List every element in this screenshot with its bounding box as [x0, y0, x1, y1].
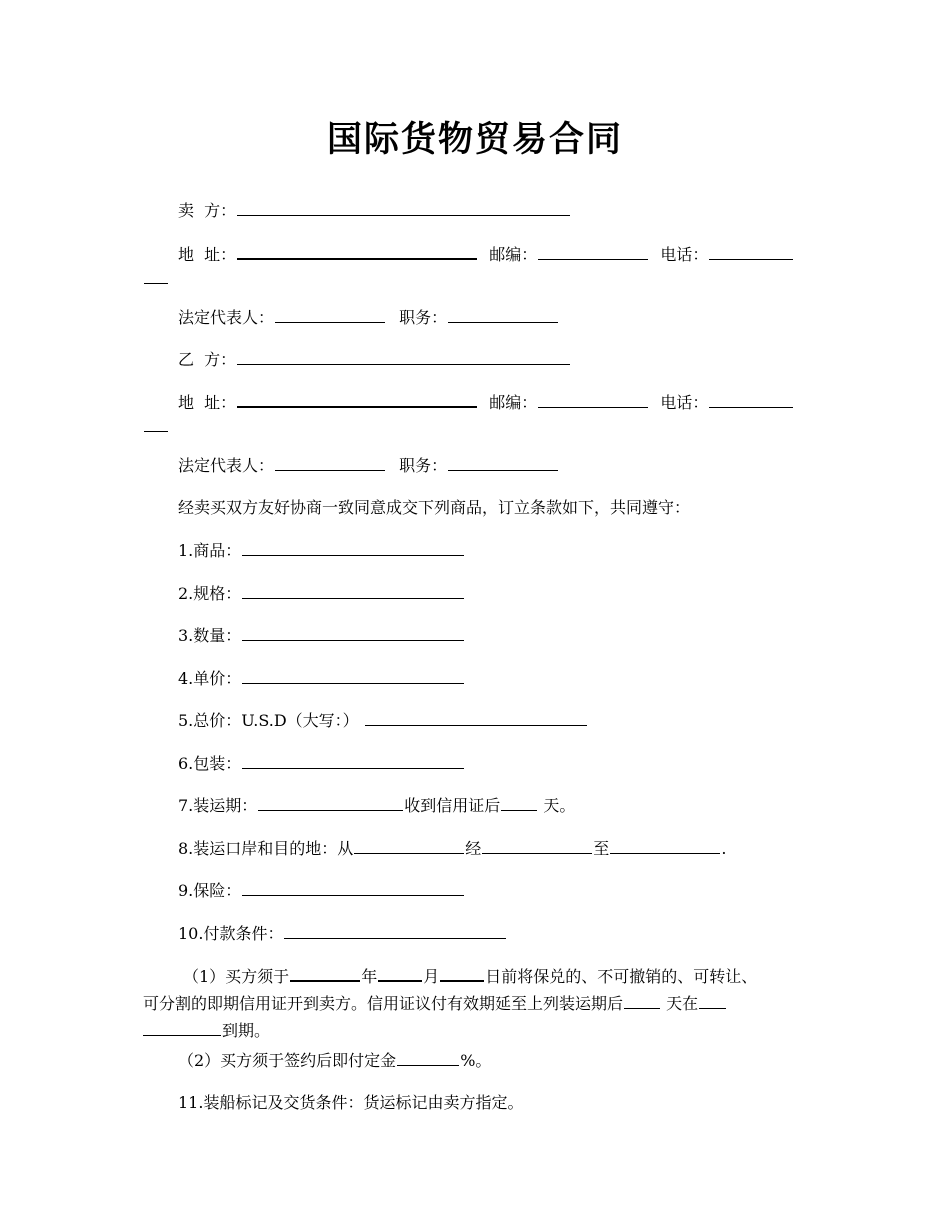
seller-position-label: 职务：: [399, 308, 448, 327]
seller-rep-label: 法定代表人：: [178, 308, 275, 327]
item-insurance-label: 9.保险：: [178, 881, 242, 900]
port-via-text: 经: [465, 839, 482, 858]
seller-rep-row: [178, 307, 559, 328]
packing-field[interactable]: [242, 753, 464, 769]
seller-row: [178, 200, 571, 221]
item-shipment: [178, 795, 575, 816]
clause2-suffix: %。: [460, 1051, 492, 1070]
clause1-year-text: 年: [361, 967, 378, 986]
item-goods-label: 1.商品：: [178, 541, 242, 560]
item-payment-label: 10.付款条件：: [178, 924, 284, 943]
lc-place-field-cont[interactable]: [143, 1020, 221, 1036]
port-via-field[interactable]: [482, 838, 592, 854]
buyer-postcode-field[interactable]: [538, 392, 648, 408]
buyer-position-field[interactable]: [448, 455, 558, 471]
buyer-rep-field[interactable]: [275, 455, 385, 471]
port-from-field[interactable]: [354, 838, 464, 854]
port-end-text: .: [721, 839, 727, 858]
seller-phone-field[interactable]: [709, 244, 793, 260]
seller-address-label: 地 址：: [178, 245, 237, 264]
seller-postcode-label: 邮编：: [489, 245, 538, 264]
seller-phone-field-cont[interactable]: [144, 268, 168, 284]
item-unit-price-label: 4.单价：: [178, 669, 242, 688]
clause-1: [143, 963, 813, 1044]
buyer-phone-field[interactable]: [709, 392, 793, 408]
page-title: 国际货物贸易合同: [326, 120, 623, 160]
clause1-prefix: （1）买方须于: [183, 967, 290, 986]
buyer-row: [178, 349, 571, 370]
buyer-label: 乙 方：: [178, 350, 237, 369]
shipment-suffix-text: 天。: [543, 796, 576, 815]
buyer-rep-row: [178, 455, 559, 476]
item-payment: [178, 923, 507, 944]
clause1-line3-end: 到期。: [222, 1021, 271, 1040]
lc-place-field[interactable]: [699, 993, 726, 1009]
item-spec: [178, 583, 465, 604]
item-total-price-label: 5.总价：U.S.D（大写：）: [178, 711, 359, 730]
insurance-field[interactable]: [242, 880, 464, 896]
port-to-text: 至: [593, 839, 610, 858]
item-port-label: 8.装运口岸和目的地：从: [178, 839, 354, 858]
item-packing-label: 6.包装：: [178, 754, 242, 773]
shipment-mid-text: 收到信用证后: [404, 796, 501, 815]
buyer-name-field[interactable]: [237, 349, 570, 365]
seller-rep-field[interactable]: [275, 307, 385, 323]
buyer-phone-field-cont[interactable]: [144, 416, 168, 432]
seller-phone-label: 电话：: [660, 245, 709, 264]
lc-days-field[interactable]: [624, 993, 660, 1009]
item-port: [178, 838, 726, 859]
clause1-line2-mid: 天在: [666, 994, 699, 1013]
seller-address-row: [178, 243, 794, 265]
clause1-line1-rest: 日前将保兑的、不可撤销的、可转让、: [485, 967, 758, 986]
seller-phone-continuation: [143, 268, 169, 289]
seller-label: 卖 方：: [178, 201, 237, 220]
item-goods: [178, 540, 465, 561]
quantity-field[interactable]: [242, 625, 464, 641]
buyer-postcode-label: 邮编：: [489, 393, 538, 412]
shipment-date-field[interactable]: [258, 795, 403, 811]
buyer-phone-continuation: [143, 416, 169, 437]
item-quantity: [178, 625, 465, 646]
lc-month-field[interactable]: [378, 965, 422, 982]
lc-day-field[interactable]: [440, 965, 484, 982]
lc-year-field[interactable]: [290, 965, 360, 982]
seller-position-field[interactable]: [448, 307, 558, 323]
seller-postcode-field[interactable]: [538, 244, 648, 260]
buyer-rep-label: 法定代表人：: [178, 456, 275, 475]
item-spec-label: 2.规格：: [178, 584, 242, 603]
seller-address-field[interactable]: [237, 243, 477, 260]
shipment-days-field[interactable]: [501, 795, 537, 811]
deposit-percent-field[interactable]: [397, 1050, 459, 1066]
clause1-line2: 可分割的即期信用证开到卖方。信用证议付有效期延至上列装运期后: [143, 994, 624, 1013]
payment-field[interactable]: [284, 923, 506, 939]
intro-text: 经卖买双方友好协商一致同意成交下列商品，订立条款如下，共同遵守：: [178, 498, 691, 517]
unit-price-field[interactable]: [242, 668, 464, 684]
total-price-field[interactable]: [365, 710, 587, 726]
buyer-address-label: 地 址：: [178, 393, 237, 412]
item-insurance: [178, 880, 465, 901]
buyer-address-row: [178, 391, 794, 413]
item-11: 11.装船标记及交货条件：货运标记由卖方指定。: [178, 1093, 524, 1112]
item-packing: [178, 753, 465, 774]
item-quantity-label: 3.数量：: [178, 626, 242, 645]
port-to-field[interactable]: [610, 838, 720, 854]
goods-field[interactable]: [242, 540, 464, 556]
item-total-price: [178, 710, 588, 731]
seller-name-field[interactable]: [237, 200, 570, 216]
spec-field[interactable]: [242, 583, 464, 599]
buyer-address-field[interactable]: [237, 391, 477, 408]
clause1-month-text: 月: [423, 967, 440, 986]
item-shipment-label: 7.装运期：: [178, 796, 258, 815]
clause-2: [178, 1050, 491, 1071]
clause2-prefix: （2）买方须于签约后即付定金: [178, 1051, 397, 1070]
buyer-position-label: 职务：: [399, 456, 448, 475]
buyer-phone-label: 电话：: [660, 393, 709, 412]
item-unit-price: [178, 668, 465, 689]
